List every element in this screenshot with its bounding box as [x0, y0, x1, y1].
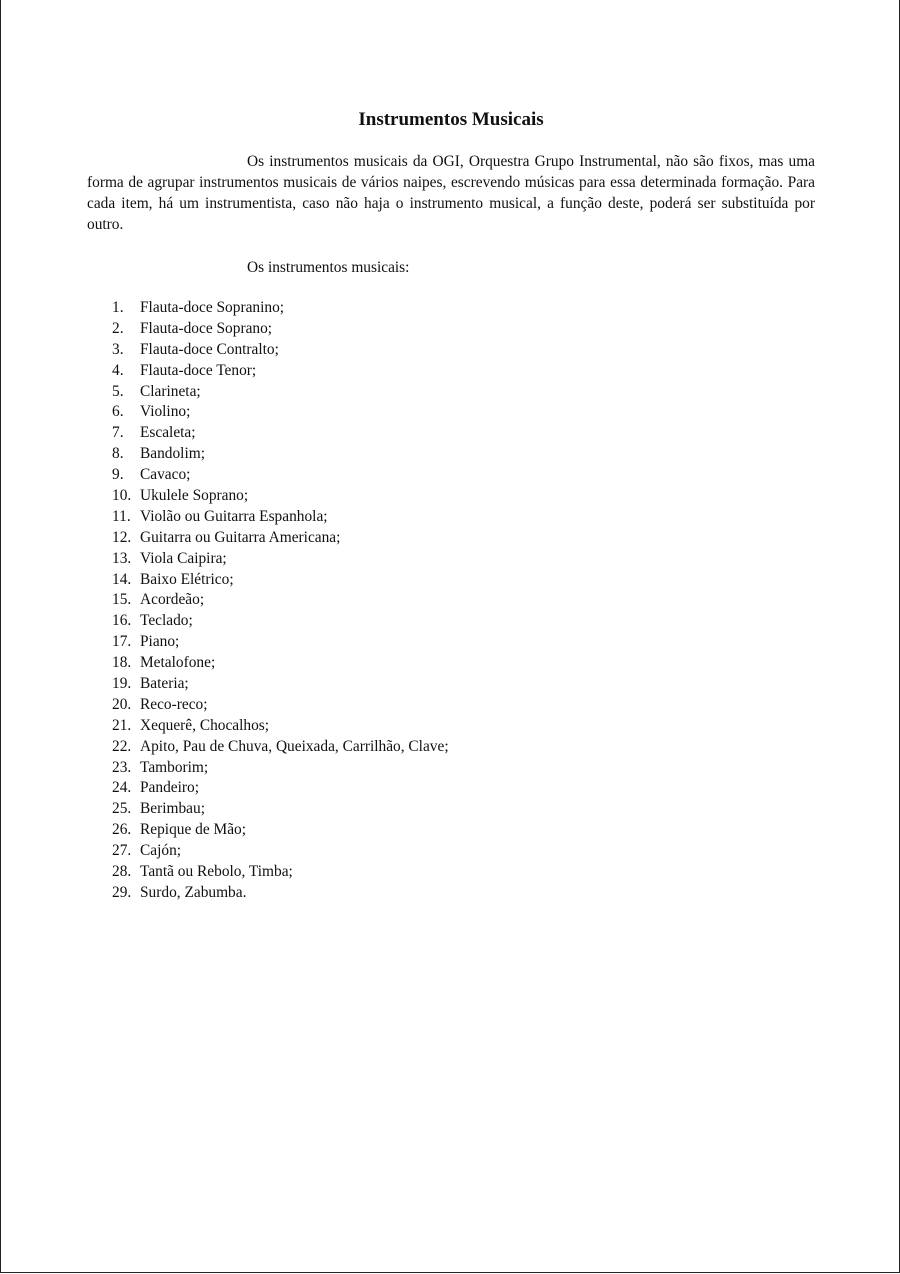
list-item	[112, 340, 449, 361]
list-item-number: 10.	[112, 487, 132, 505]
list-item-label: Viola Caipira;	[140, 549, 227, 567]
list-item	[112, 590, 449, 611]
list-item-label: Surdo, Zabumba.	[140, 883, 247, 901]
list-item-label: Repique de Mão;	[140, 821, 246, 839]
list-item-label: Acordeão;	[140, 591, 205, 609]
list-item-number: 1.	[112, 299, 124, 316]
instrument-list	[112, 298, 449, 904]
list-item	[112, 486, 449, 507]
list-item	[112, 570, 449, 591]
list-item-number: 24.	[112, 779, 132, 797]
list-item-label: Flauta-doce Tenor;	[140, 361, 257, 379]
list-item-number: 22.	[112, 737, 132, 755]
list-item-number: 12.	[112, 528, 132, 546]
list-item-label: Guitarra ou Guitarra Americana;	[140, 528, 341, 546]
list-item-label: Bateria;	[140, 675, 189, 693]
list-item	[112, 444, 449, 465]
list-item-label: Baixo Elétrico;	[140, 570, 234, 588]
list-item-label: Flauta-doce Sopranino;	[140, 299, 285, 316]
list-item	[112, 841, 449, 862]
list-item-number: 16.	[112, 612, 132, 630]
list-item-label: Cajón;	[140, 842, 182, 860]
list-item-label: Violino;	[140, 403, 191, 421]
list-item-number: 3.	[112, 340, 124, 358]
list-item-label: Teclado;	[140, 612, 193, 630]
list-item-number: 2.	[112, 319, 124, 337]
list-item-label: Piano;	[140, 633, 180, 651]
list-item	[112, 632, 449, 653]
list-item	[112, 423, 449, 444]
list-item-label: Violão ou Guitarra Espanhola;	[140, 507, 328, 525]
list-item-label: Reco-reco;	[140, 695, 208, 713]
list-item	[112, 653, 449, 674]
list-item-number: 18.	[112, 654, 132, 672]
list-item	[112, 298, 449, 319]
list-item	[112, 528, 449, 549]
list-item-label: Tantã ou Rebolo, Timba;	[140, 863, 293, 881]
list-item-number: 19.	[112, 675, 132, 693]
list-item-number: 20.	[112, 695, 132, 713]
list-item-label: Pandeiro;	[140, 779, 199, 797]
list-item	[112, 862, 449, 883]
list-item-label: Bandolim;	[140, 445, 205, 463]
list-item-number: 25.	[112, 800, 132, 818]
list-heading: Os instrumentos musicais:	[247, 259, 410, 276]
list-item-number: 29.	[112, 883, 132, 901]
list-item	[112, 382, 449, 403]
list-item-number: 5.	[112, 382, 124, 400]
list-item-number: 9.	[112, 466, 124, 484]
list-item	[112, 402, 449, 423]
list-item-number: 17.	[112, 633, 132, 651]
list-item-number: 4.	[112, 361, 124, 379]
list-item-label: Tamborim;	[140, 758, 209, 776]
intro-paragraph: Os instrumentos musicais da OGI, Orquestra Grupo Instrumental, não são fixos, mas uma forma de agrupar instrumentos musicais de vários naipes, escrevendo músicas para essa determinada formação. Para cada item, há um instrumentista, caso não haja o instrumento musical, a função deste, poderá ser substituída por outro.	[87, 153, 815, 233]
list-item	[112, 758, 449, 779]
list-item-number: 13.	[112, 549, 132, 567]
list-item-label: Cavaco;	[140, 466, 191, 484]
list-item-number: 7.	[112, 424, 124, 442]
list-item	[112, 674, 449, 695]
list-item-label: Xequerê, Chocalhos;	[140, 716, 270, 734]
list-item-number: 6.	[112, 403, 124, 421]
list-item	[112, 361, 449, 382]
list-item-label: Escaleta;	[140, 424, 196, 442]
list-item-label: Metalofone;	[140, 654, 216, 672]
list-item	[112, 799, 449, 820]
list-item	[112, 716, 449, 737]
list-item-label: Flauta-doce Contralto;	[140, 340, 279, 358]
list-item	[112, 319, 449, 340]
list-item-number: 8.	[112, 445, 124, 463]
list-item	[112, 820, 449, 841]
document-title: Instrumentos Musicais	[358, 109, 544, 130]
list-item-number: 11.	[112, 507, 131, 525]
list-item	[112, 883, 449, 904]
list-item-label: Apito, Pau de Chuva, Queixada, Carrilhão, Clave;	[140, 737, 449, 755]
list-item	[112, 695, 449, 716]
list-item-number: 27.	[112, 842, 132, 860]
list-item-number: 26.	[112, 821, 132, 839]
list-item	[112, 549, 449, 570]
list-item	[112, 778, 449, 799]
list-item	[112, 611, 449, 632]
list-item	[112, 465, 449, 486]
list-item-number: 23.	[112, 758, 132, 776]
list-item-number: 28.	[112, 863, 132, 881]
list-item-number: 14.	[112, 570, 132, 588]
list-item-label: Clarineta;	[140, 382, 201, 400]
list-item-label: Flauta-doce Soprano;	[140, 319, 273, 337]
list-item-number: 21.	[112, 716, 132, 734]
list-item-number: 15.	[112, 591, 132, 609]
list-item-label: Berimbau;	[140, 800, 205, 818]
list-item-label: Ukulele Soprano;	[140, 487, 249, 505]
list-item	[112, 737, 449, 758]
list-item	[112, 507, 449, 528]
